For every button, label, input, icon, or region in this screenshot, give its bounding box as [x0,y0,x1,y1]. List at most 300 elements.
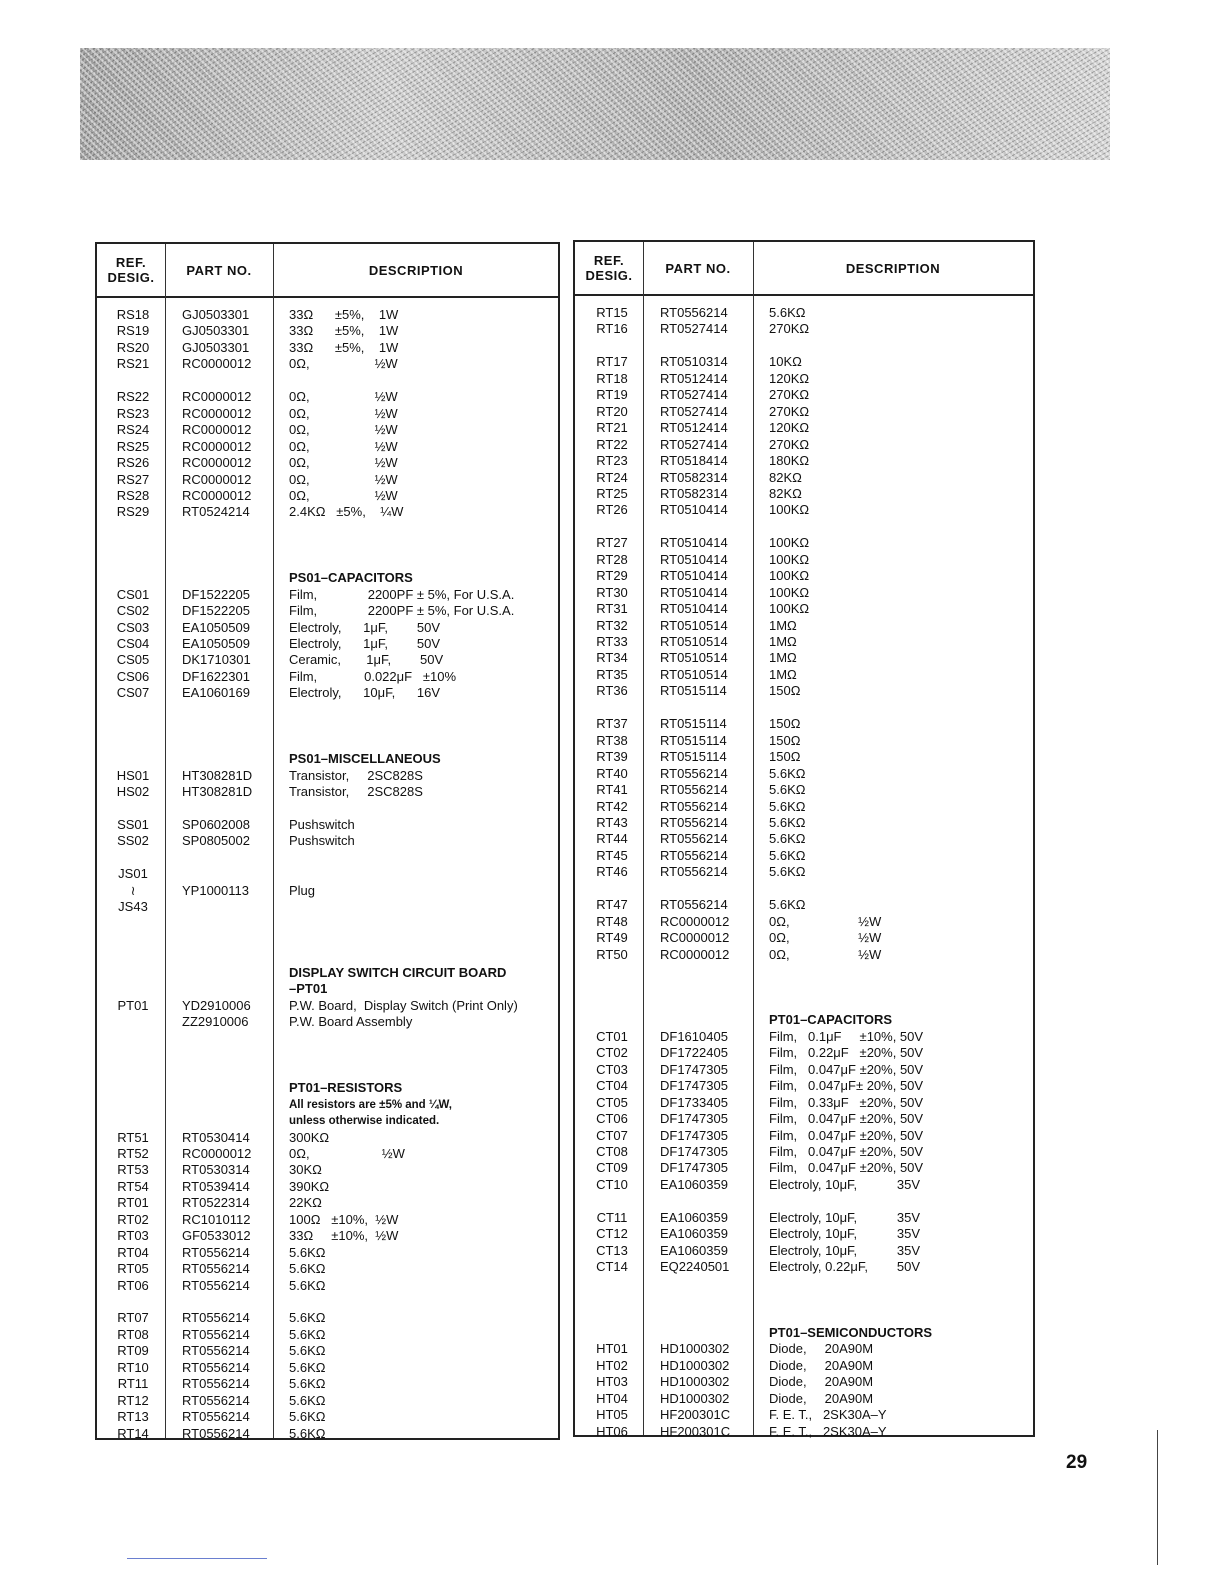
ref-cell: RT34 [596,650,628,666]
part-number-cell: EA1060169 [182,685,250,701]
part-number-cell: DF1747305 [660,1078,728,1094]
ref-cell: PT01 [117,997,149,1013]
ref-cell: JS01 [118,866,148,882]
table-row [97,307,558,324]
ref-cell: CT14 [596,1259,628,1275]
part-number-cell: YD2910006 [182,997,251,1013]
part-number-cell: RT0510414 [660,601,728,617]
ref-cell: RS21 [116,356,150,372]
ref-cell: RS18 [116,307,150,322]
part-number-cell: GF0533012 [182,1228,251,1244]
table-row [97,389,558,406]
part-number-cell: RT0510414 [660,568,728,584]
description-cell: Film, 0.047μF ±20%, 50V [769,1061,924,1077]
part-number-cell: RT0556214 [182,1376,250,1392]
part-number-cell: EA1060359 [660,1226,728,1242]
header-description: DESCRIPTION [368,262,464,278]
ref-cell: RT22 [596,436,628,452]
table-row [97,323,558,340]
ref-cell: RT02 [117,1211,149,1227]
part-number-cell: RT0556214 [660,864,728,880]
description-cell: PT01–RESISTORS [289,1080,403,1096]
description-cell: –PT01 [289,981,328,997]
description-cell: Pushswitch [289,816,355,832]
table-row [575,864,1033,881]
table-row [575,1341,1033,1358]
description-cell: 5.6KΩ [769,897,806,913]
parts-table-left [95,242,560,1440]
table-row [575,486,1033,503]
ref-cell: RT35 [596,666,628,682]
table-row [575,930,1033,947]
part-number-cell: EA1050509 [182,619,250,635]
description-cell: 5.6KΩ [289,1359,326,1375]
description-cell: 33Ω ±5%, 1W [289,339,399,355]
part-number-cell: DF1747305 [660,1061,728,1077]
table-row [97,356,558,373]
part-number-cell: RT0556214 [660,847,728,863]
table-row [97,1146,558,1163]
description-cell: 1MΩ [769,650,797,666]
part-number-cell: RT0510414 [660,502,728,518]
description-cell: 5.6KΩ [289,1261,326,1277]
description-cell: Electroly, 1μF, 50V [289,619,441,635]
table-row [575,1391,1033,1408]
description-cell: 0Ω, ½W [289,356,398,372]
table-row [97,570,558,587]
part-number-cell: EA1060359 [660,1176,728,1192]
ref-cell: CS04 [116,636,150,651]
part-number-cell: RC0000012 [182,455,252,471]
table-row [97,1327,558,1344]
part-number-cell: RT0512414 [660,420,728,436]
table-row [97,504,558,521]
ref-cell: RT13 [117,1409,149,1425]
table-row [575,782,1033,799]
ref-cell: RT45 [596,847,628,863]
table-row [575,1012,1033,1029]
ref-cell: CS07 [116,685,150,701]
ref-cell: RT29 [596,568,628,584]
part-number-cell: RC0000012 [182,405,252,421]
table-row [97,1080,558,1097]
ref-cell: CS02 [116,603,150,619]
description-cell: DISPLAY SWITCH CIRCUIT BOARD [289,965,507,980]
table-row [97,1195,558,1212]
part-number-cell: RT0530414 [182,1129,250,1145]
ref-cell: RT23 [596,453,628,469]
description-cell: 82KΩ [769,485,802,501]
ref-cell: RS27 [116,471,150,487]
ref-cell: RS22 [116,389,150,405]
part-number-cell: EQ2240501 [660,1259,730,1275]
description-cell: 30KΩ [289,1162,322,1178]
table-row [97,587,558,604]
description-cell: Film, 0.022μF ±10% [289,668,457,684]
description-cell: 22KΩ [289,1195,322,1211]
table-row [575,897,1033,914]
description-cell: 300KΩ [289,1129,330,1145]
part-number-cell: RC0000012 [660,930,730,946]
ref-cell: RT39 [596,749,628,765]
part-number-cell: DF1522205 [182,603,250,619]
description-cell: All resistors are ±5% and ¼W, [289,1098,452,1111]
ref-cell: HT04 [596,1390,628,1406]
description-cell: Film, 0.047μF ±20%, 50V [769,1160,924,1176]
description-cell: 270KΩ [769,387,810,403]
table-row [575,387,1033,404]
ref-cell: RT49 [596,930,628,946]
ref-cell: RT54 [117,1178,149,1194]
page-number: 29 [1066,1452,1088,1473]
ref-cell: HT05 [596,1407,628,1423]
table-row [97,472,558,489]
ref-cell: CS01 [116,586,150,602]
table-row [575,1111,1033,1128]
description-cell: 5.6KΩ [289,1277,326,1293]
description-cell: P.W. Board Assembly [289,1014,413,1030]
table-row [575,1325,1033,1342]
ref-cell: RT40 [596,765,628,781]
table-row [575,1407,1033,1424]
ref-cell: RT20 [596,403,628,419]
table-row [97,669,558,686]
ref-cell: RT05 [117,1261,149,1277]
part-number-cell: ZZ2910006 [182,1014,249,1030]
table-row [97,784,558,801]
part-number-cell: RC0000012 [660,913,730,929]
ref-cell: RT32 [596,617,628,633]
description-cell: Diode, 20A90M [769,1390,874,1406]
ref-cell: ≀ [130,882,136,898]
ref-cell: RS19 [116,323,150,339]
ref-cell: HT01 [596,1341,628,1357]
part-number-cell: RT0556214 [182,1277,250,1293]
table-row [97,866,558,883]
table-row [575,1045,1033,1062]
part-number-cell: RT0515114 [660,749,727,765]
table-row [97,1426,558,1443]
table-row [97,406,558,423]
table-row [575,618,1033,635]
ref-cell: SS02 [117,833,149,849]
ref-cell: RT53 [117,1162,149,1178]
table-row [575,535,1033,552]
table-row [575,766,1033,783]
ref-cell: CT12 [596,1226,628,1242]
table-row [97,488,558,505]
part-number-cell: RT0556214 [182,1261,250,1277]
table-row [97,833,558,850]
table-row [575,420,1033,437]
description-cell: 5.6KΩ [769,847,806,863]
description-cell: 1MΩ [769,666,797,682]
ref-cell: RT18 [596,370,628,386]
part-number-cell: DF1747305 [660,1143,728,1159]
description-cell: 0Ω, ½W [289,455,398,471]
description-cell: 150Ω [769,683,801,699]
ref-cell: RT24 [596,469,628,485]
part-number-cell: HT308281D [182,784,253,800]
description-cell: unless otherwise indicated. [289,1115,440,1128]
description-cell: Film, 0.1μF ±10%, 50V [769,1028,924,1044]
table-row [97,455,558,472]
table-row [575,749,1033,766]
ref-cell: RT47 [596,897,628,913]
table-row [575,1210,1033,1227]
part-number-cell: RT0556214 [182,1359,250,1375]
ref-cell: RT51 [117,1129,149,1145]
part-number-cell: RT0510514 [660,634,728,649]
description-cell: Electroly, 10μF, 35V [769,1226,921,1242]
part-number-cell: EA1050509 [182,636,250,651]
description-cell: 100Ω ±10%, ½W [289,1211,399,1227]
ref-cell: RT04 [117,1244,149,1260]
ref-cell: HT02 [596,1357,628,1373]
description-cell: 150Ω [769,732,801,748]
description-cell: 5.6KΩ [289,1244,326,1260]
part-number-cell: RT0556214 [660,305,728,320]
part-number-cell: RT0556214 [182,1425,250,1441]
part-number-cell: DF1622301 [182,668,250,684]
part-number-cell: RT0556214 [182,1326,250,1342]
part-number-cell: RC1010112 [182,1211,251,1227]
description-cell: Electroly, 10μF, 35V [769,1176,921,1192]
table-row [575,437,1033,454]
part-number-cell: HD1000302 [660,1357,730,1373]
table-row [575,815,1033,832]
table-row [575,470,1033,487]
description-cell: Electroly, 10μF, 35V [769,1209,921,1225]
description-cell: 33Ω ±10%, ½W [289,1228,399,1244]
description-cell: 5.6KΩ [769,798,806,814]
table-body [575,296,1033,1439]
part-number-cell: GJ0503301 [182,323,250,339]
part-number-cell: RT0510414 [660,535,728,551]
ref-cell: RT50 [596,946,628,962]
description-cell: 33Ω ±5%, 1W [289,307,399,322]
table-row [575,1259,1033,1276]
table-row [575,1243,1033,1260]
table-row [575,1128,1033,1145]
part-number-cell: DF1610405 [660,1028,728,1044]
part-number-cell: DF1747305 [660,1127,728,1143]
part-number-cell: RC0000012 [660,946,730,962]
ref-cell: RT42 [596,798,628,814]
table-header [97,244,558,298]
part-number-cell: RC0000012 [182,422,252,438]
part-number-cell: RT0510514 [660,650,728,666]
ref-cell: RT21 [596,420,628,436]
header-ref-desig: REF. DESIG. [107,255,155,285]
table-row [97,1343,558,1360]
table-row [97,1228,558,1245]
part-number-cell: HF200301C [660,1407,731,1423]
table-row [575,1177,1033,1194]
description-cell: 5.6KΩ [769,814,806,830]
description-cell: PT01–SEMICONDUCTORS [769,1324,933,1340]
part-number-cell: RT0527414 [660,436,728,452]
description-cell: 0Ω, ½W [769,930,882,946]
ref-cell: CT07 [596,1127,628,1143]
description-cell: Transistor, 2SC828S [289,784,423,800]
part-number-cell: HD1000302 [660,1341,730,1357]
ref-cell: RT46 [596,864,628,880]
part-number-cell: RT0556214 [182,1244,250,1260]
part-number-cell: GJ0503301 [182,307,250,322]
description-cell: 390KΩ [289,1178,330,1194]
table-row [575,683,1033,700]
part-number-cell: RT0556214 [182,1310,250,1326]
part-number-cell: RT0515114 [660,732,727,748]
table-row [575,1144,1033,1161]
part-number-cell: RT0510414 [660,551,728,567]
ref-cell: RT16 [596,321,628,337]
description-cell: P.W. Board, Display Switch (Print Only) [289,997,518,1013]
description-cell: Diode, 20A90M [769,1341,874,1357]
part-number-cell: RC0000012 [182,438,252,454]
part-number-cell: GJ0503301 [182,339,250,355]
ref-cell: RT33 [596,634,628,649]
ref-cell: CS03 [116,619,150,635]
ref-cell: RT31 [596,601,628,617]
ref-cell: RT41 [596,782,628,798]
ref-cell: RT26 [596,502,628,518]
description-cell: Film, 0.047μF± 20%, 50V [769,1078,924,1094]
table-row [575,650,1033,667]
table-row [97,1409,558,1426]
table-row [575,947,1033,964]
part-number-cell: DF1747305 [660,1111,728,1127]
table-row [97,1393,558,1410]
header-description: DESCRIPTION [845,260,941,276]
ref-cell: RT08 [117,1326,149,1342]
ref-cell: HT06 [596,1423,628,1439]
table-row [575,321,1033,338]
ref-cell: RT09 [117,1343,149,1359]
part-number-cell: RT0524214 [182,504,250,520]
part-number-cell: RC0000012 [182,389,252,405]
description-cell: Pushswitch [289,833,355,849]
description-cell: Electroly, 1μF, 50V [289,636,441,651]
table-row [575,1095,1033,1112]
table-row [575,354,1033,371]
part-number-cell: RT0522314 [182,1195,250,1211]
ref-cell: CT02 [596,1045,628,1061]
header-banner [80,48,1110,160]
part-number-cell: RC0000012 [182,1145,252,1161]
ref-cell: RT30 [596,584,628,600]
table-row [575,733,1033,750]
ref-cell: CT05 [596,1094,628,1110]
description-cell: 100KΩ [769,601,810,617]
ref-cell: RS28 [116,487,150,503]
ref-cell: CT11 [596,1209,628,1225]
part-number-cell: DK1710301 [182,652,251,668]
header-ref-desig: REF. DESIG. [585,253,633,283]
description-cell: Diode, 20A90M [769,1374,874,1390]
description-cell: 5.6KΩ [769,864,806,880]
description-cell: Electroly, 10μF, 35V [769,1242,921,1258]
table-row [97,965,558,982]
ref-cell: CT08 [596,1143,628,1159]
ref-cell: CS05 [116,652,150,668]
description-cell: PS01–MISCELLANEOUS [289,751,441,767]
table-row [97,1097,558,1114]
table-row [97,603,558,620]
description-cell: 270KΩ [769,403,810,419]
description-cell: Film, 0.22μF ±20%, 50V [769,1045,924,1061]
description-cell: 33Ω ±5%, 1W [289,323,399,339]
table-row [575,305,1033,322]
ref-cell: RS24 [116,422,150,438]
parts-table-right [573,240,1035,1437]
description-cell: 180KΩ [769,453,810,469]
table-row [575,667,1033,684]
description-cell: 1MΩ [769,617,797,633]
description-cell: 5.6KΩ [769,305,806,320]
description-cell: 100KΩ [769,535,810,551]
description-cell: Electroly, 10μF, 16V [289,685,441,701]
description-cell: Ceramic, 1μF, 50V [289,652,444,668]
description-cell: 5.6KΩ [769,782,806,798]
part-number-cell: RT0556214 [182,1392,250,1408]
table-row [97,883,558,900]
part-number-cell: RC0000012 [182,471,252,487]
part-number-cell: RT0510314 [660,354,728,370]
table-row [97,817,558,834]
part-number-cell: RT0556214 [660,782,728,798]
description-cell: 0Ω, ½W [289,438,398,454]
ref-cell: RT15 [596,305,628,320]
description-cell: Film, 2200PF ± 5%, For U.S.A. [289,603,515,619]
ref-cell: HS02 [116,784,150,800]
ref-cell: CT01 [596,1028,628,1044]
table-row [575,634,1033,651]
table-row [575,404,1033,421]
description-cell: 0Ω, ½W [769,913,882,929]
ref-cell: CS06 [116,668,150,684]
table-row [97,422,558,439]
part-number-cell: HT308281D [182,767,253,783]
ref-cell: RS20 [116,339,150,355]
table-row [575,371,1033,388]
description-cell: 0Ω, ½W [289,1145,405,1161]
table-row [575,1226,1033,1243]
page-edge-rule [1157,1430,1158,1565]
description-cell: 0Ω, ½W [289,487,398,503]
description-cell: 5.6KΩ [289,1425,326,1441]
table-row [575,453,1033,470]
ref-cell: RT07 [117,1310,149,1326]
table-row [97,1261,558,1278]
table-row [575,1062,1033,1079]
part-number-cell: RT0515114 [660,683,727,699]
ref-cell: RT38 [596,732,628,748]
part-number-cell: RT0510514 [660,617,728,633]
table-row [575,1358,1033,1375]
table-row [97,981,558,998]
table-row [575,848,1033,865]
table-row [97,1014,558,1031]
table-body [97,298,558,1441]
description-cell: 120KΩ [769,370,810,386]
part-number-cell: RC0000012 [182,356,252,372]
description-cell: Film, 0.33μF ±20%, 50V [769,1094,924,1110]
ref-cell: HT03 [596,1374,628,1390]
description-cell: 270KΩ [769,321,810,337]
table-row [97,1162,558,1179]
